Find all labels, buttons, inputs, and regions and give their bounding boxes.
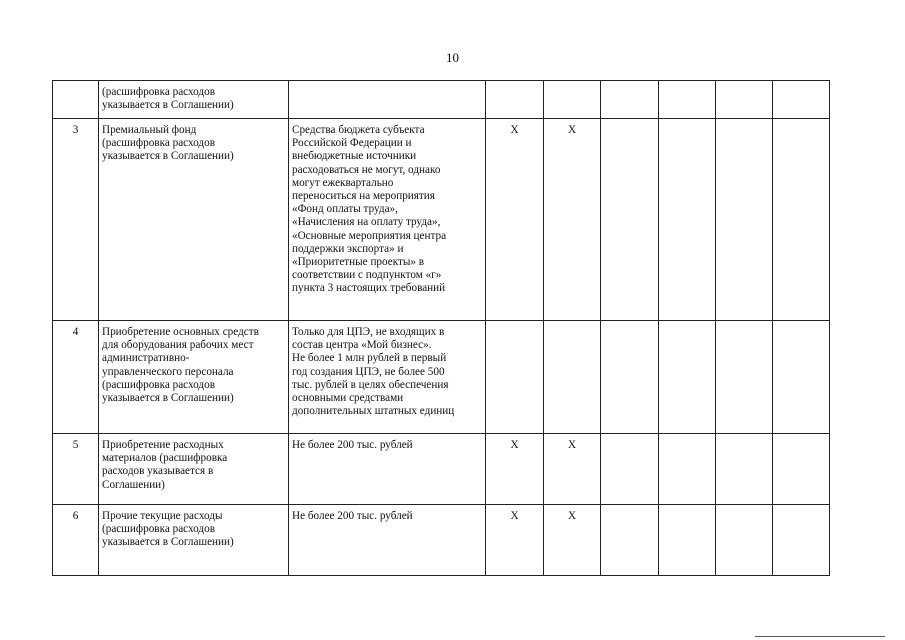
expense-note-cell: Средства бюджета субъекта Российской Федерации и внебюджетные источники расходоваться не могут, однако могут ежеквартально переноситься на мероприятия «Фонд оплаты труда», «Начисления на оплату труда», «Основные мероприятия центра поддержки экспорта» и «Приоритетные проекты» в соответствии с подпунктом «г» пункта 3 настоящих требований	[289, 119, 486, 321]
empty-cell	[773, 81, 830, 119]
empty-cell	[659, 321, 716, 434]
empty-cell	[716, 119, 773, 321]
table-row	[53, 81, 830, 119]
empty-cell	[716, 505, 773, 576]
expense-note-cell	[289, 81, 486, 119]
expense-table	[52, 80, 830, 576]
mark-cell-1	[486, 81, 544, 119]
empty-cell	[601, 321, 659, 434]
empty-cell	[716, 81, 773, 119]
expense-note-cell: Не более 200 тыс. рублей	[289, 505, 486, 576]
empty-cell	[773, 119, 830, 321]
table-row	[53, 434, 830, 505]
row-number-cell: 4	[53, 321, 99, 434]
expense-note-cell: Только для ЦПЭ, не входящих в состав центра «Мой бизнес». Не более 1 млн рублей в первый год создания ЦПЭ, не более 500 тыс. рублей в целях обеспечения основными средствами дополнительных штатных единиц	[289, 321, 486, 434]
expense-name-cell: (расшифровка расходов указывается в Соглашении)	[99, 81, 289, 119]
mark-cell-2: X	[544, 505, 601, 576]
empty-cell	[773, 505, 830, 576]
empty-cell	[659, 505, 716, 576]
mark-cell-1: X	[486, 119, 544, 321]
expense-name-cell: Приобретение расходных материалов (расшифровка расходов указывается в Соглашении)	[99, 434, 289, 505]
scan-edge-line	[755, 636, 885, 637]
empty-cell	[601, 81, 659, 119]
row-number-cell: 3	[53, 119, 99, 321]
empty-cell	[716, 434, 773, 505]
empty-cell	[601, 119, 659, 321]
page-number: 10	[446, 50, 459, 65]
empty-cell	[601, 434, 659, 505]
mark-cell-2: X	[544, 434, 601, 505]
mark-cell-2: X	[544, 119, 601, 321]
empty-cell	[659, 81, 716, 119]
empty-cell	[773, 434, 830, 505]
empty-cell	[716, 321, 773, 434]
expense-name-cell: Прочие текущие расходы (расшифровка расходов указывается в Соглашении)	[99, 505, 289, 576]
mark-cell-1: X	[486, 505, 544, 576]
empty-cell	[773, 321, 830, 434]
row-number-cell	[53, 81, 99, 119]
empty-cell	[659, 434, 716, 505]
empty-cell	[601, 505, 659, 576]
table-row	[53, 119, 830, 321]
table-row	[53, 505, 830, 576]
mark-cell-1: X	[486, 434, 544, 505]
empty-cell	[659, 119, 716, 321]
mark-cell-2	[544, 321, 601, 434]
row-number-cell: 5	[53, 434, 99, 505]
expense-note-cell: Не более 200 тыс. рублей	[289, 434, 486, 505]
mark-cell-2	[544, 81, 601, 119]
expense-name-cell: Приобретение основных средств для оборудования рабочих мест административно- управленческого персонала (расшифровка расходов указывается в Соглашении)	[99, 321, 289, 434]
expense-name-cell: Премиальный фонд (расшифровка расходов указывается в Соглашении)	[99, 119, 289, 321]
mark-cell-1	[486, 321, 544, 434]
table-row	[53, 321, 830, 434]
row-number-cell: 6	[53, 505, 99, 576]
